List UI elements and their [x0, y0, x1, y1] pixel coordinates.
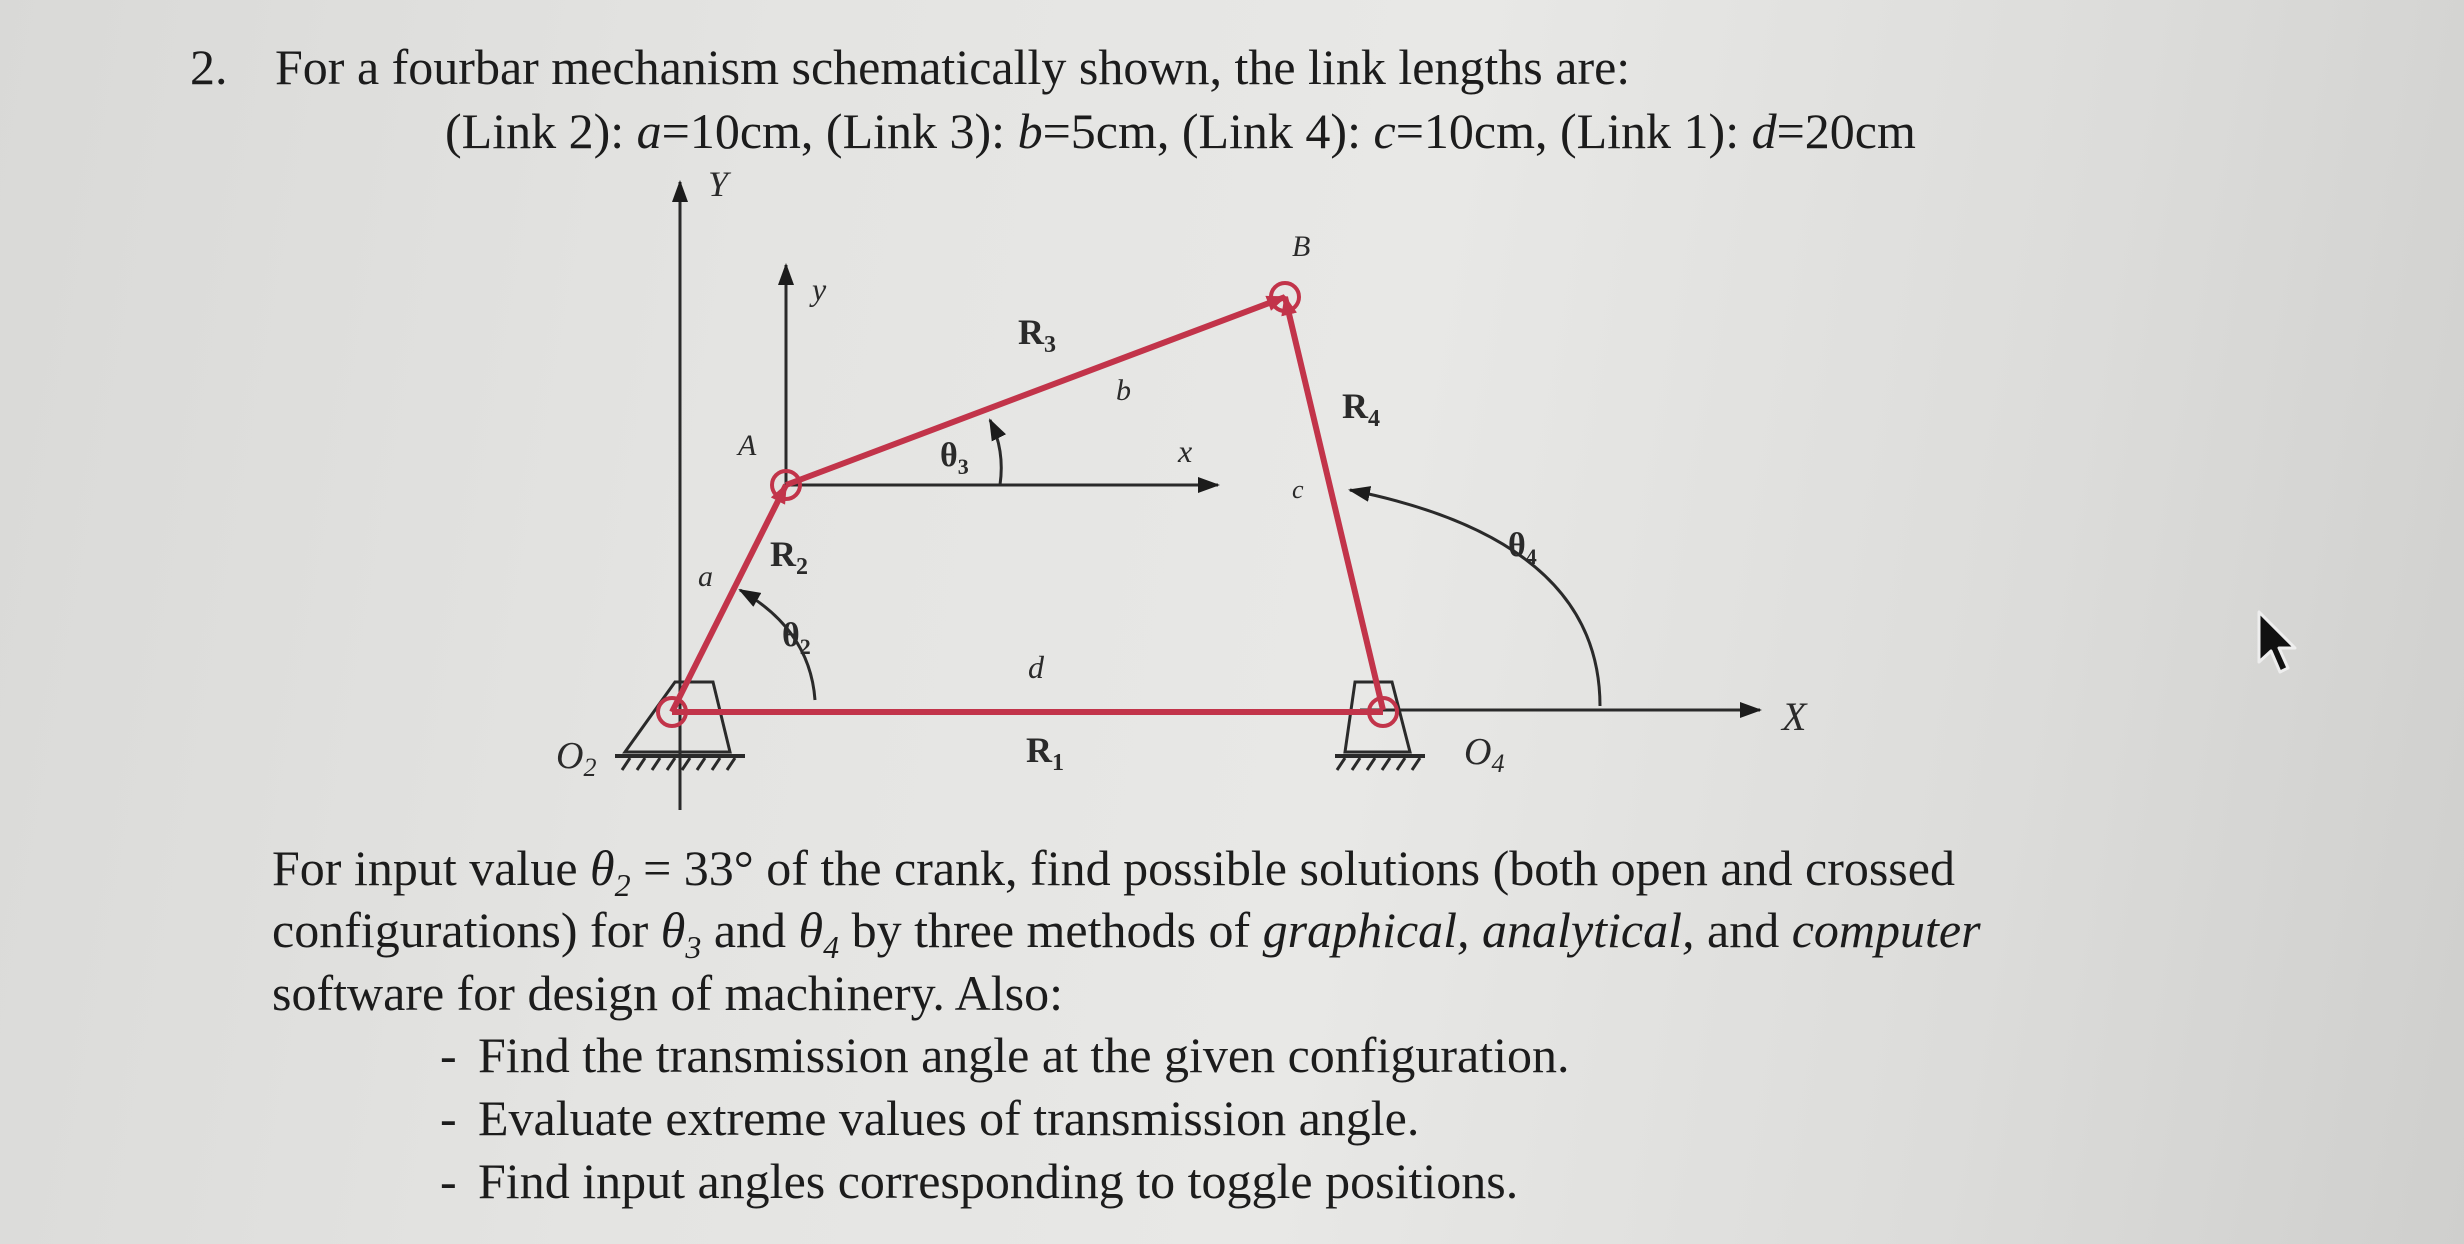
label-theta2: $\theta_2$	[782, 617, 811, 659]
link-2-crank	[672, 485, 786, 712]
label-R3: $R_3$	[1018, 312, 1056, 358]
bullet-3: - Find input angles corresponding to toggle positions.	[440, 1153, 1519, 1209]
label-R2: $R_2$	[770, 534, 808, 580]
label-y: y	[812, 271, 827, 307]
label-d: d	[1028, 649, 1044, 685]
label-c: c	[1292, 475, 1304, 504]
label-O2: $O_2$	[556, 735, 597, 782]
label-X: X	[1782, 694, 1807, 739]
theta3-arc	[990, 420, 1001, 485]
bullet-2: - Evaluate extreme values of transmission angle.	[440, 1090, 1420, 1146]
label-R4: $R_4$	[1342, 386, 1380, 432]
label-theta3: $\theta_3$	[940, 437, 969, 479]
body-line-3: software for design of machinery. Also:	[272, 965, 1063, 1021]
mouse-pointer-icon	[2255, 610, 2305, 680]
label-B: B	[1292, 230, 1311, 263]
body-line-2: configurations) for $\theta_3$ and $\theta_4$ by three methods of graphical, analytical, and computer	[272, 902, 1981, 965]
label-Y: Y	[708, 164, 729, 204]
problem-number: 2.	[190, 39, 228, 95]
body-line-1: For input value $\theta_2 = 33^\circ$ of the crank, find possible solutions (both open and crossed	[272, 840, 1955, 903]
label-O4: $O_4$	[1464, 731, 1505, 778]
bullet-1: - Find the transmission angle at the given configuration.	[440, 1027, 1570, 1083]
label-x: x	[1178, 433, 1193, 469]
link-lengths-line: (Link 2): a=10cm, (Link 3): b=5cm, (Link 4): c=10cm, (Link 1): d=20cm	[445, 103, 1916, 159]
theta4-arc	[1350, 490, 1600, 706]
label-theta4: $\theta_4$	[1508, 527, 1537, 569]
label-b: b	[1116, 374, 1131, 407]
label-A: A	[738, 429, 757, 462]
label-R1: $R_1$	[1026, 730, 1064, 776]
label-a: a	[698, 560, 713, 593]
problem-title: 2. For a fourbar mechanism schematically shown, the link lengths are:	[190, 39, 1631, 95]
